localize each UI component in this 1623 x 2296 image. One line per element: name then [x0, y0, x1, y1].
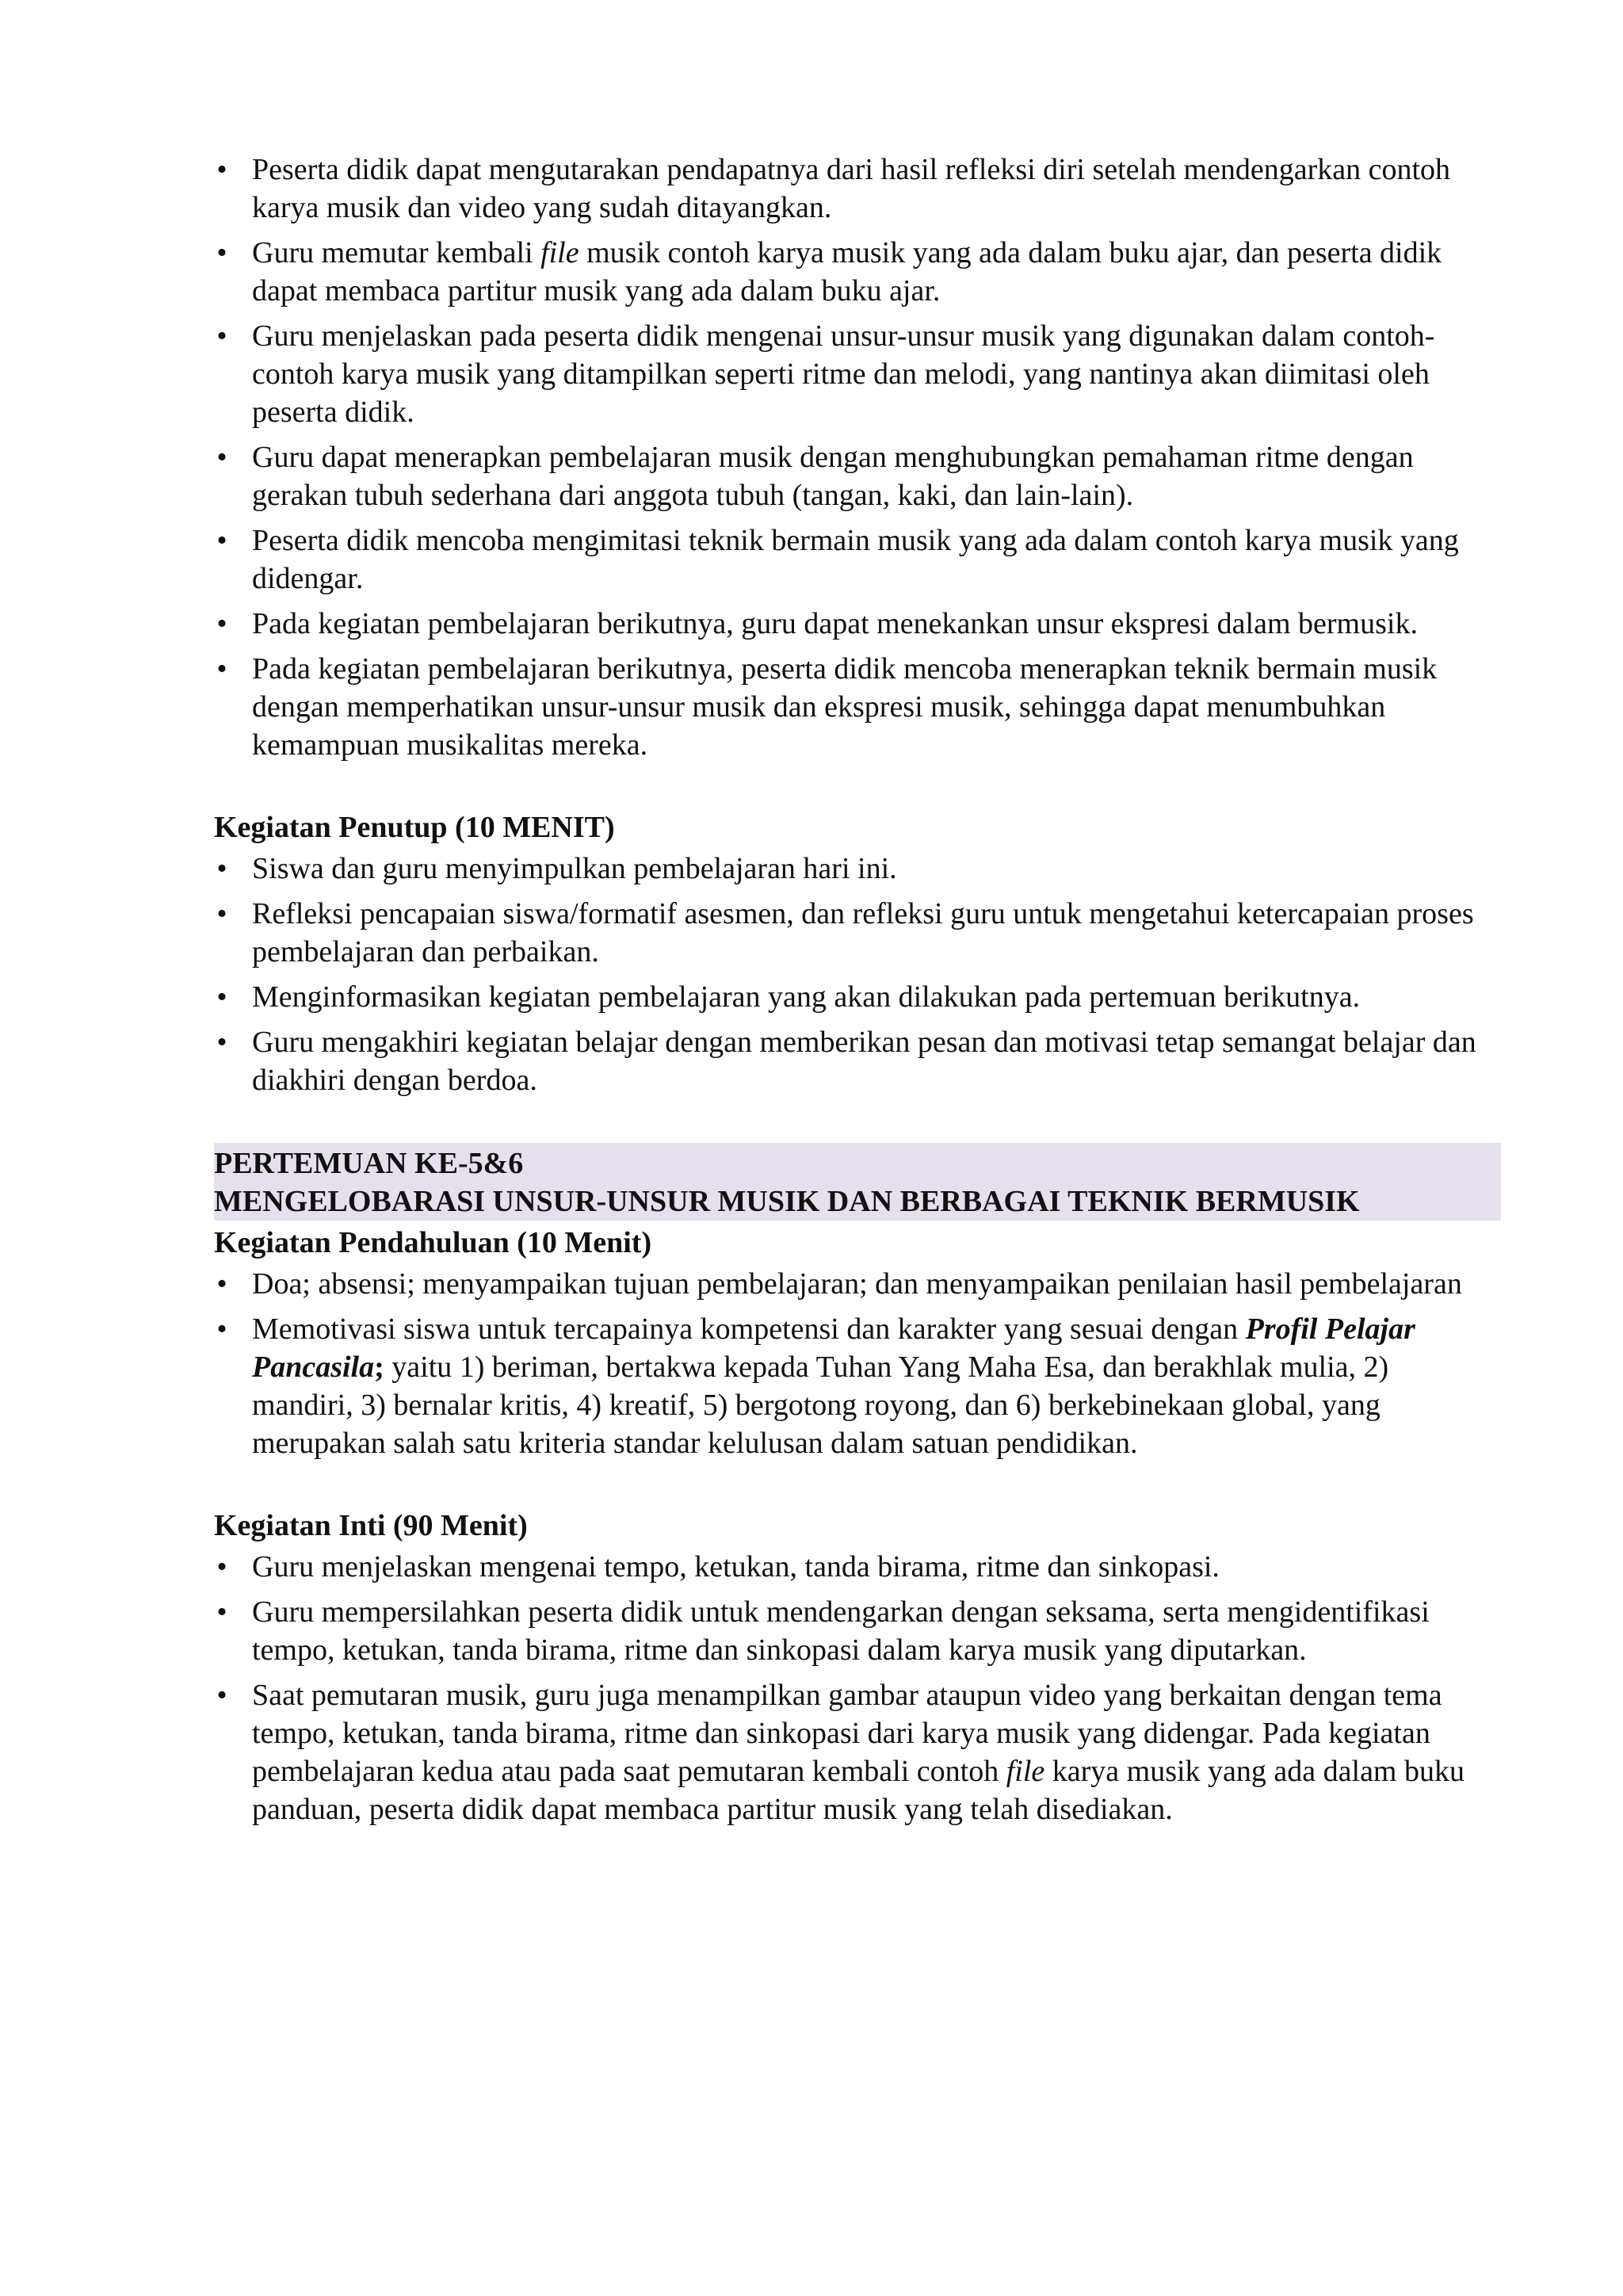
pertemuan-banner [214, 1143, 1501, 1221]
document-page [214, 151, 1482, 1836]
bullet-icon: • [216, 524, 227, 557]
list-item: • Saat pemutaran musik, guru juga menampilkan gambar ataupun video yang berkaitan dengan tema tempo, ketukan, tanda birama, ritme dan sinkopasi dari karya musik yang didengar. Pada kegiatan pembelajaran kedua atau pada saat pemutaran kembali contoh file karya musik yang ada dalam buku panduan, peserta didik dapat membaca partitur musik yang telah disediakan. [214, 1676, 1482, 1828]
inti-list [214, 1548, 1482, 1828]
list-item: • Guru mengakhiri kegiatan belajar dengan memberikan pesan dan motivasi tetap semangat belajar dan diakhiri dengan berdoa. [214, 1023, 1482, 1099]
penutup-list [214, 850, 1482, 1099]
list-item: • Peserta didik mencoba mengimitasi teknik bermain musik yang ada dalam contoh karya musik yang didengar. [214, 521, 1482, 598]
list-item: • Pada kegiatan pembelajaran berikutnya, guru dapat menekankan unsur ekspresi dalam bermusik. [214, 605, 1482, 643]
bullet-icon: • [216, 319, 227, 353]
bullet-icon: • [216, 980, 227, 1014]
list-item: • Guru menjelaskan mengenai tempo, ketukan, tanda birama, ritme dan sinkopasi. [214, 1548, 1482, 1586]
pendahuluan-heading: Kegiatan Pendahuluan (10 Menit) [214, 1226, 652, 1259]
bullet-icon: • [216, 652, 227, 686]
bullet-icon: • [216, 1312, 227, 1346]
bullet-icon: • [216, 607, 227, 640]
list-item: • Memotivasi siswa untuk tercapainya kompetensi dan karakter yang sesuai dengan Profil Pelajar Pancasila; yaitu 1) beriman, bertakwa kepada Tuhan Yang Maha Esa, dan berakhlak mulia, 2) mandiri, 3) bernalar kritis, 4) kreatif, 5) bergotong royong, dan 6) berkebinekaan global, yang merupakan salah satu kriteria standar kelulusan dalam satuan pendidikan. [214, 1310, 1482, 1462]
pendahuluan-list [214, 1265, 1482, 1462]
bullet-icon: • [216, 1679, 227, 1712]
list-item: • Doa; absensi; menyampaikan tujuan pembelajaran; dan menyampaikan penilaian hasil pembelajaran [214, 1265, 1482, 1303]
bullet-icon: • [216, 897, 227, 930]
list-item: • Refleksi pencapaian siswa/formatif asesmen, dan refleksi guru untuk mengetahui ketercapaian proses pembelajaran dan perbaikan. [214, 895, 1482, 971]
list-item: • Guru dapat menerapkan pembelajaran musik dengan menghubungkan pemahaman ritme dengan gerakan tubuh sederhana dari anggota tubuh (tangan, kaki, dan lain-lain). [214, 438, 1482, 514]
pertemuan-subtitle: MENGELOBARASI UNSUR-UNSUR MUSIK DAN BERBAGAI TEKNIK BERMUSIK [214, 1185, 1360, 1218]
list-item: • Siswa dan guru menyimpulkan pembelajaran hari ini. [214, 850, 1482, 888]
list-item: • Guru memutar kembali file musik contoh karya musik yang ada dalam buku ajar, dan peserta didik dapat membaca partitur musik yang ada dalam buku ajar. [214, 234, 1482, 310]
section-a-list [214, 151, 1482, 764]
bullet-icon: • [216, 236, 227, 269]
bullet-icon: • [216, 153, 227, 186]
list-item: • Guru mempersilahkan peserta didik untuk mendengarkan dengan seksama, serta mengidentifikasi tempo, ketukan, tanda birama, ritme dan sinkopasi dalam karya musik yang diputarkan. [214, 1593, 1482, 1669]
list-item: • Peserta didik dapat mengutarakan pendapatnya dari hasil refleksi diri setelah mendengarkan contoh karya musik dan video yang sudah ditayangkan. [214, 151, 1482, 227]
penutup-heading: Kegiatan Penutup (10 MENIT) [214, 811, 615, 844]
inti-heading: Kegiatan Inti (90 Menit) [214, 1509, 528, 1542]
bullet-icon: • [216, 441, 227, 474]
bullet-icon: • [216, 1267, 227, 1301]
pertemuan-title: PERTEMUAN KE-5&6 [214, 1147, 524, 1180]
bullet-icon: • [216, 852, 227, 885]
list-item: • Guru menjelaskan pada peserta didik mengenai unsur-unsur musik yang digunakan dalam contoh-contoh karya musik yang ditampilkan seperti ritme dan melodi, yang nantinya akan diimitasi oleh peserta didik. [214, 317, 1482, 431]
list-item: • Pada kegiatan pembelajaran berikutnya, peserta didik mencoba menerapkan teknik bermain musik dengan memperhatikan unsur-unsur musik dan ekspresi musik, sehingga dapat menumbuhkan kemampuan musikalitas mereka. [214, 650, 1482, 764]
bullet-icon: • [216, 1550, 227, 1584]
list-item: • Menginformasikan kegiatan pembelajaran yang akan dilakukan pada pertemuan berikutnya. [214, 978, 1482, 1016]
bullet-icon: • [216, 1026, 227, 1059]
bullet-icon: • [216, 1595, 227, 1629]
